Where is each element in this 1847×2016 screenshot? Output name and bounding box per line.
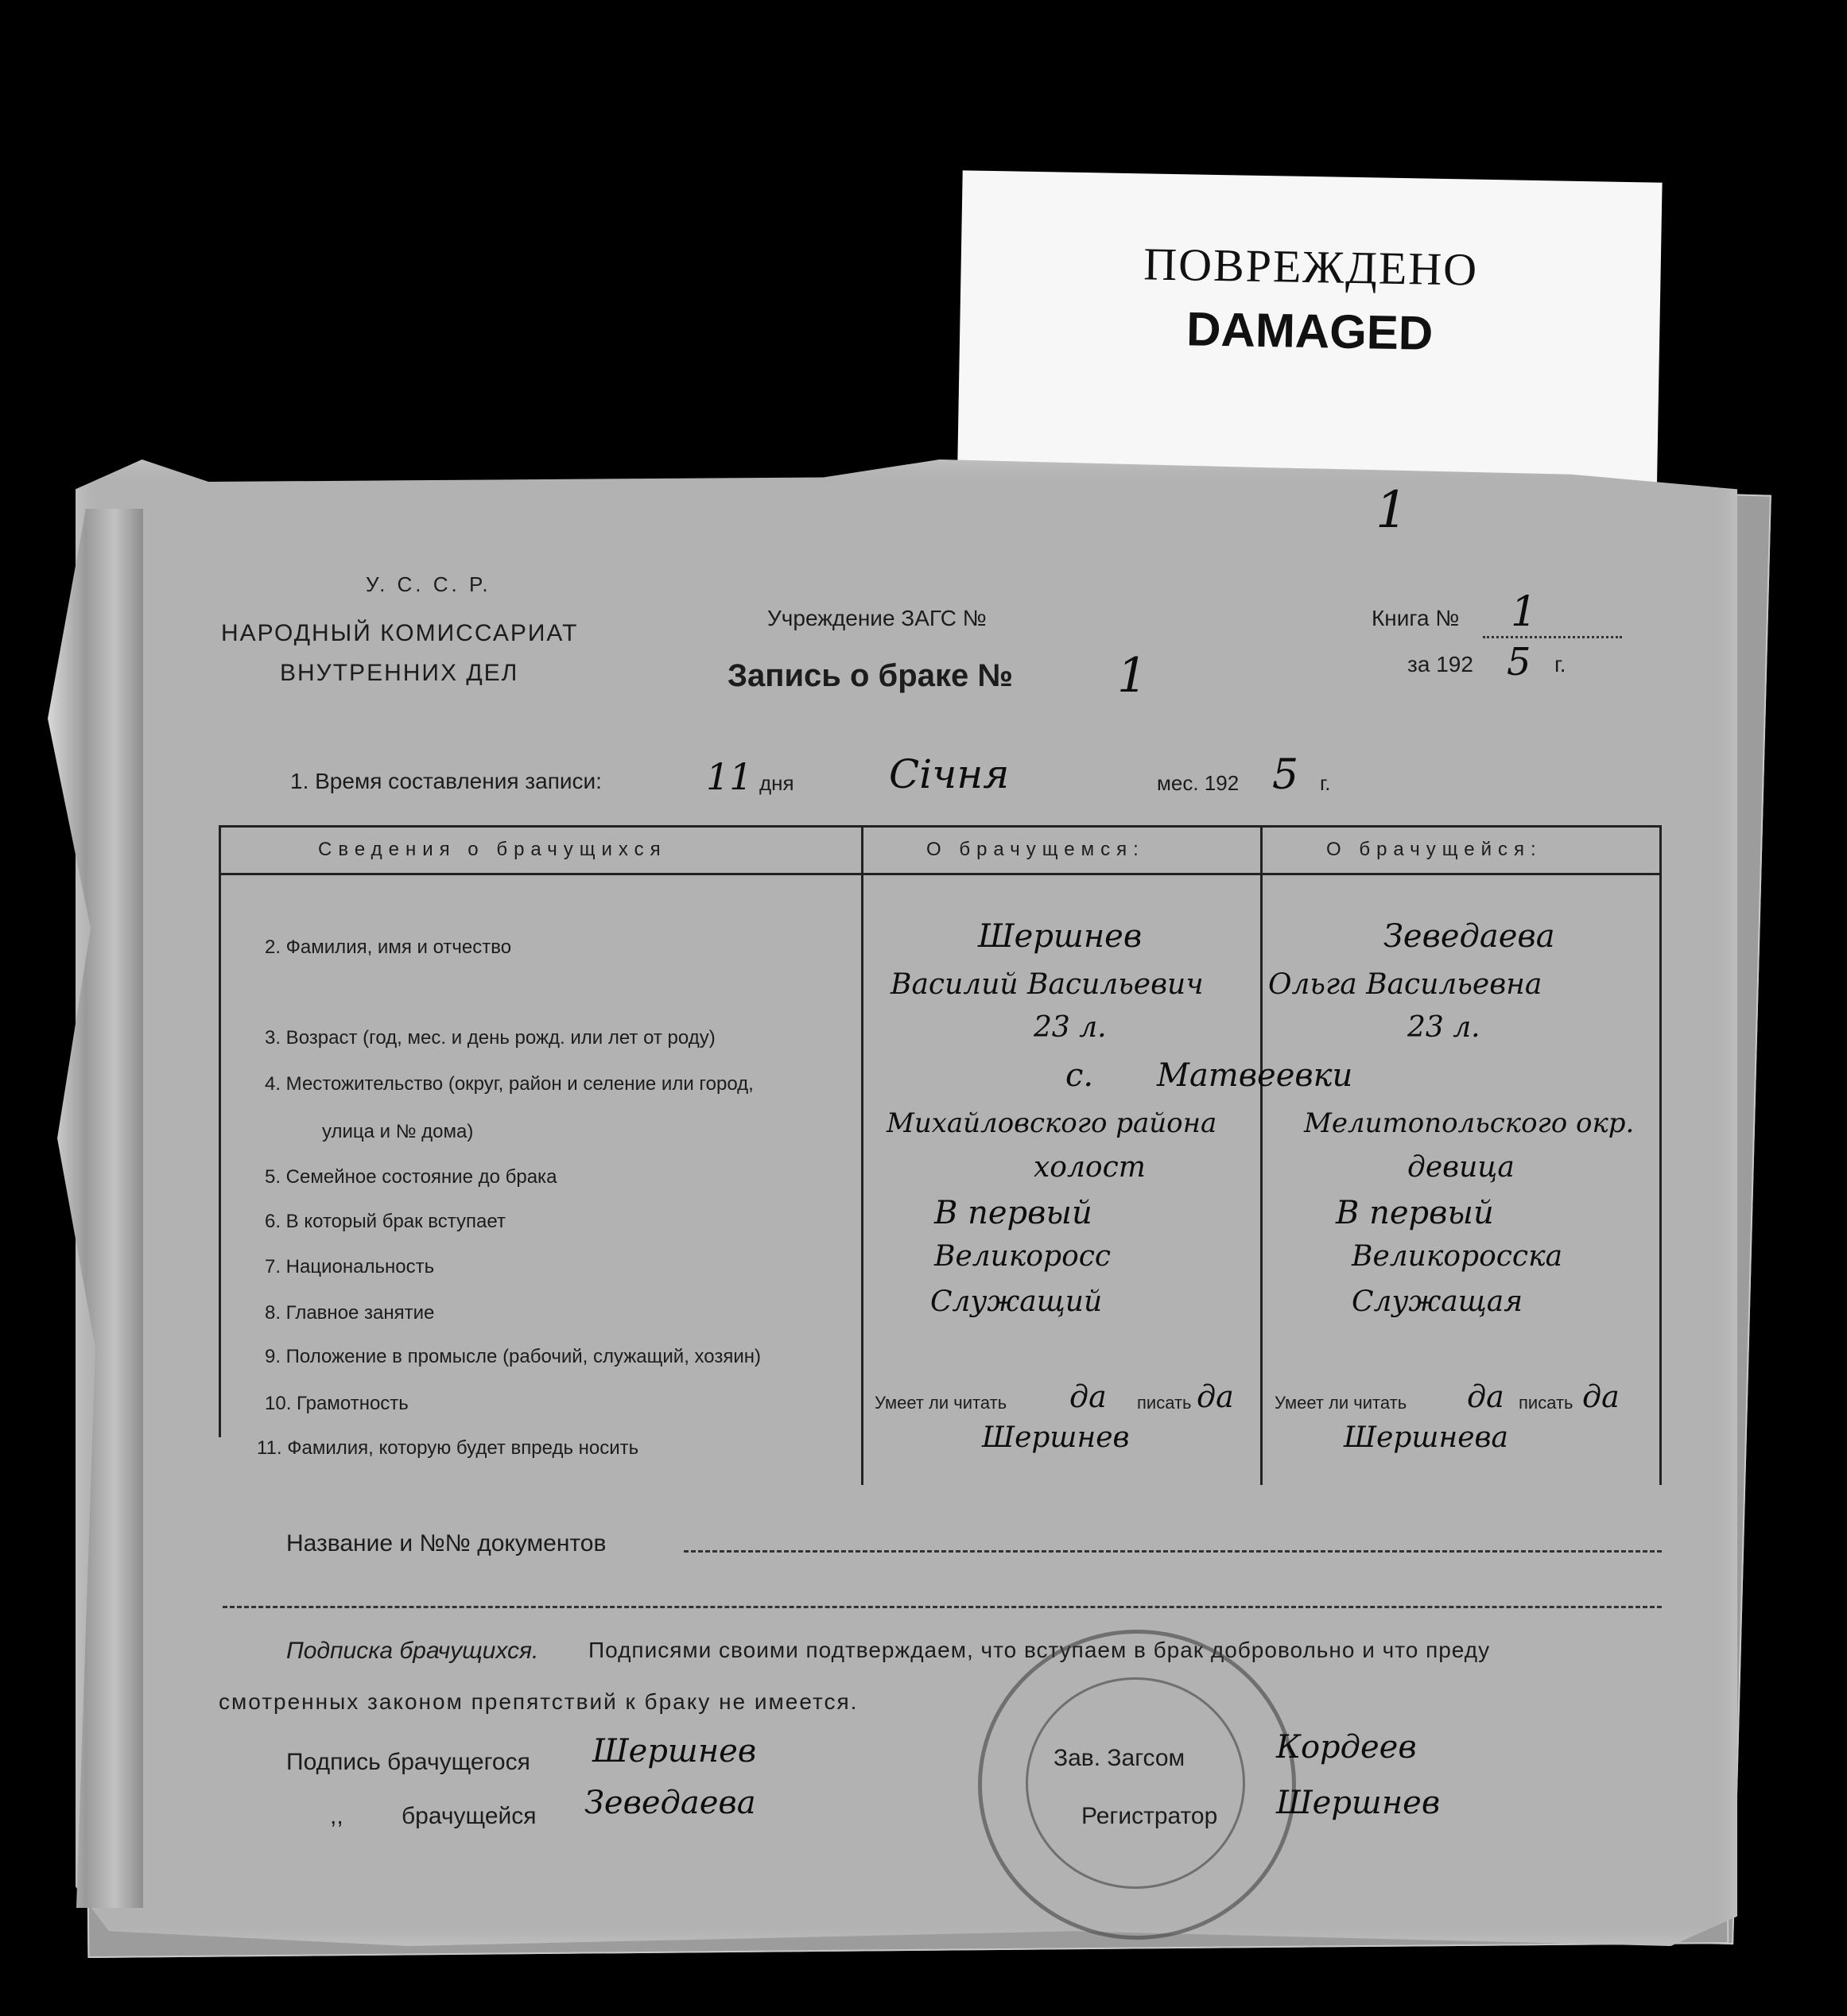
date-day-label: дня — [759, 771, 794, 795]
date-month: Січня — [889, 751, 1010, 797]
table-col-divider-1 — [861, 825, 863, 1485]
damaged-label-en: DAMAGED — [1185, 302, 1434, 360]
groom-given-names: Василий Васильевич — [891, 968, 1204, 1001]
bride-literacy-write: да — [1582, 1379, 1620, 1414]
bride-signature-prefix: ,, — [330, 1803, 343, 1829]
head-signature: Кордеев — [1276, 1729, 1417, 1766]
date-day: 11 — [706, 755, 753, 798]
bride-literacy-write-label: писать — [1519, 1393, 1573, 1413]
groom-signature-label: Подпись брачущегося — [286, 1749, 530, 1775]
bride-marriage-count: В первый — [1336, 1195, 1494, 1231]
table-top-border — [219, 825, 1662, 828]
date-year-digit: 5 — [1272, 751, 1299, 799]
book-label: Книга № — [1372, 606, 1460, 630]
groom-nationality: Великоросс — [934, 1240, 1112, 1273]
bride-surname: Зеведаева — [1383, 918, 1555, 955]
row-label-literacy: 10. Грамотность — [265, 1393, 409, 1414]
groom-age: 23 л. — [1034, 1011, 1107, 1044]
groom-marital: холост — [1034, 1151, 1146, 1184]
page-mark: 1 — [1376, 481, 1408, 540]
date-suffix: г. — [1320, 771, 1331, 795]
bride-future-surname: Шершнева — [1344, 1421, 1508, 1454]
bride-age: 23 л. — [1407, 1011, 1480, 1044]
table-col-divider-2 — [1260, 825, 1263, 1485]
office-stamp-inner-ring — [1026, 1677, 1245, 1889]
bride-occupation: Служащая — [1352, 1285, 1523, 1318]
head-signature-label: Зав. Загсом — [1053, 1745, 1185, 1771]
year-digit: 5 — [1507, 640, 1531, 684]
groom-residence: с. — [1065, 1057, 1094, 1094]
year-suffix: г. — [1554, 652, 1566, 677]
documents-line — [684, 1550, 1662, 1553]
bride-signature-label: брачущейся — [402, 1803, 537, 1829]
page-title: Запись о браке № — [728, 658, 1013, 693]
row-label-residence: 4. Местожительство (округ, район и селение или город, — [265, 1073, 754, 1095]
groom-district: Михайловского района — [887, 1107, 1217, 1139]
declaration-text-1: Подписями своими подтверждаем, что вступаем в брак добровольно и что преду — [588, 1638, 1491, 1662]
date-month-label: мес. 192 — [1157, 771, 1240, 795]
row-label-age: 3. Возраст (год, мес. и день рожд. или лет от роду) — [265, 1027, 716, 1049]
bride-given-names: Ольга Васильевна — [1268, 968, 1542, 1001]
bride-district: Мелитопольского окр. — [1304, 1107, 1635, 1139]
row-label-nationality: 7. Национальность — [265, 1256, 435, 1277]
zags-office-label: Учреждение ЗАГС № — [767, 606, 987, 630]
col-header-bride: О брачущейся: — [1326, 839, 1542, 860]
bride-marital: девица — [1407, 1151, 1515, 1184]
registrar-signature: Шершнев — [1276, 1785, 1441, 1821]
row-label-marriage-count: 6. В который брак вступает — [265, 1211, 506, 1232]
declaration-text-2: смотренных законом препятствий к браку не имеется. — [219, 1689, 859, 1714]
office-stamp — [978, 1630, 1296, 1940]
header-internal-affairs: ВНУТРЕННИХ ДЕЛ — [280, 660, 519, 686]
groom-signature: Шершнев — [592, 1733, 757, 1770]
torn-left-edge — [48, 509, 143, 1908]
bride-signature: Зеведаева — [584, 1785, 756, 1821]
row-label-marital: 5. Семейное состояние до брака — [265, 1166, 557, 1188]
groom-marriage-count: В первый — [934, 1195, 1092, 1231]
col-header-info: Сведения о брачущихся — [318, 839, 667, 860]
groom-literacy-write-label: писать — [1137, 1393, 1192, 1413]
bride-residence: Матвеевки — [1157, 1057, 1353, 1094]
header-commissariat: НАРОДНЫЙ КОМИССАРИАТ — [221, 620, 579, 646]
bride-nationality: Великоросска — [1352, 1240, 1563, 1273]
date-line-label: 1. Время составления записи: — [290, 769, 602, 793]
row-label-residence-street: улица и № дома) — [322, 1121, 474, 1142]
row-label-future-surname: 11. Фамилия, которую будет впредь носить — [257, 1437, 639, 1459]
documents-label: Название и №№ документов — [286, 1530, 607, 1557]
documents-line-2 — [223, 1606, 1662, 1608]
row-label-name: 2. Фамилия, имя и отчество — [265, 936, 512, 958]
col-header-groom: О брачущемся: — [926, 839, 1145, 860]
bride-literacy-read: да — [1467, 1379, 1504, 1414]
damaged-label-ru: ПОВРЕЖДЕНО — [1143, 238, 1479, 296]
declaration-lead: Подписка брачущихся. — [286, 1638, 539, 1664]
groom-surname: Шершнев — [978, 918, 1143, 955]
record-number: 1 — [1117, 648, 1148, 704]
groom-literacy-read-label: Умеет ли читать — [875, 1393, 1007, 1413]
header-ussr: У. С. С. Р. — [366, 572, 491, 596]
groom-literacy-write: да — [1197, 1379, 1234, 1414]
year-label: за 192 — [1407, 652, 1473, 677]
groom-future-surname: Шершнев — [982, 1421, 1130, 1454]
table-right-border — [1659, 825, 1662, 1485]
table-left-border — [219, 825, 221, 1437]
table-header-divider — [219, 873, 1662, 875]
row-label-occupation: 8. Главное занятие — [265, 1302, 435, 1324]
groom-literacy-read: да — [1069, 1379, 1107, 1414]
groom-occupation: Служащий — [930, 1285, 1103, 1318]
bride-literacy-read-label: Умеет ли читать — [1275, 1393, 1407, 1413]
registrar-signature-label: Регистратор — [1081, 1803, 1218, 1829]
row-label-position: 9. Положение в промысле (рабочий, служащий, хозяин) — [265, 1346, 761, 1367]
book-number: 1 — [1511, 588, 1538, 636]
